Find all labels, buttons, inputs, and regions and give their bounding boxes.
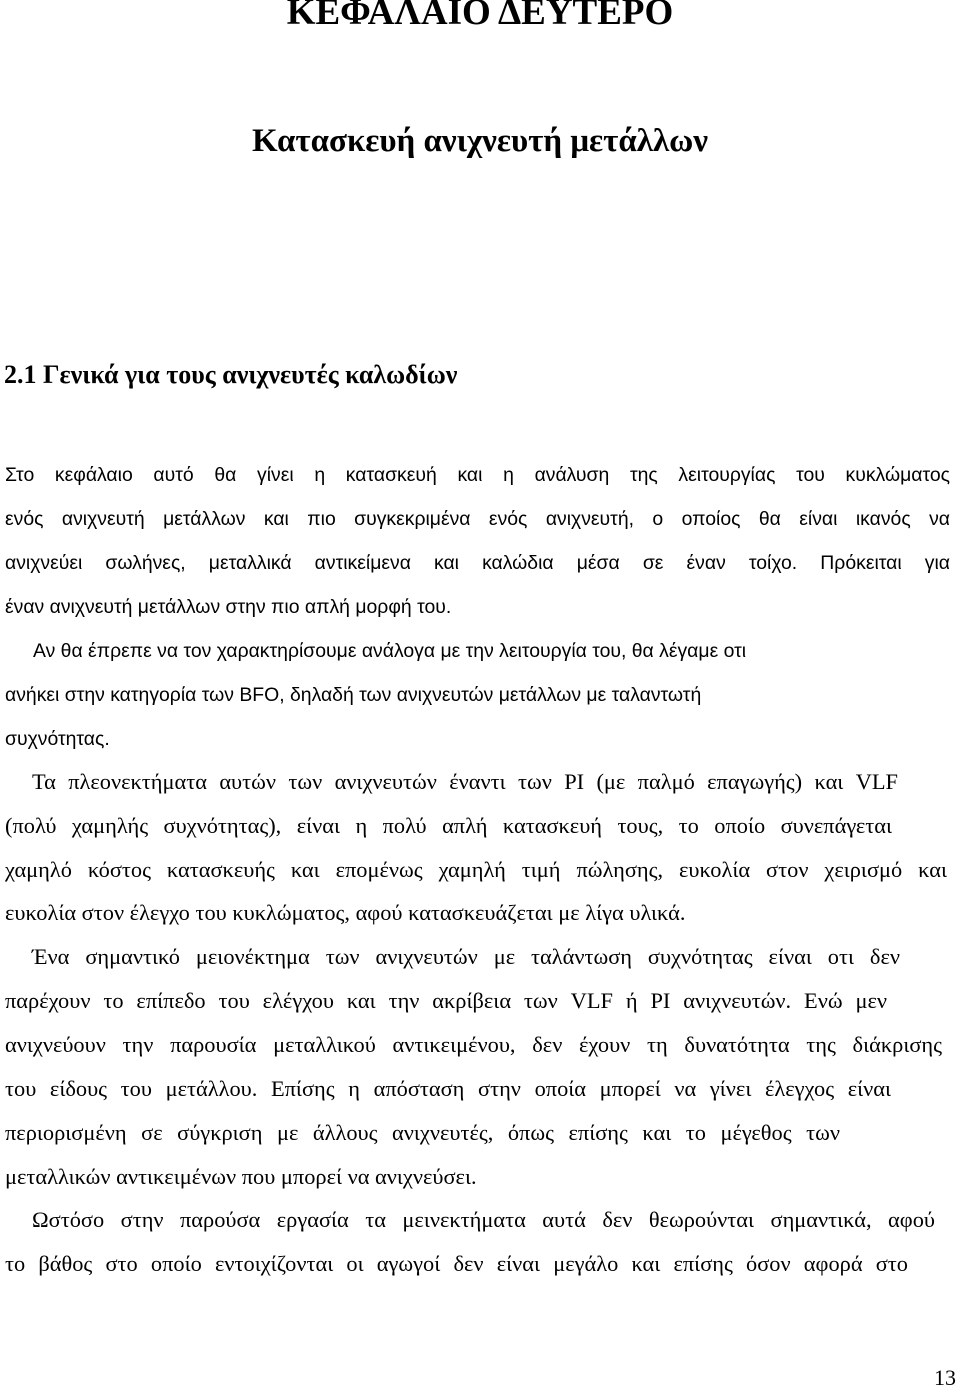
chapter-subtitle: Κατασκευή ανιχνευτή μετάλλων xyxy=(251,123,709,159)
paragraph-line: ενός ανιχνευτή μετάλλων και πιο συγκεκριμένα ενός ανιχνευτή, ο οποίος θα είναι ικανός να xyxy=(5,508,950,530)
paragraph-line: ανήκει στην κατηγορία των BFO, δηλαδή των ανιχνευτών μετάλλων με ταλαντωτή xyxy=(5,684,702,706)
chapter-title: ΚΕΦΑΛΑΙΟ ΔΕΥΤΕΡΟ xyxy=(286,0,674,33)
paragraph-line: Ένα σημαντικό μειονέκτημα των ανιχνευτών με ταλάντωση συχνότητας είναι οτι δεν xyxy=(32,944,900,969)
paragraph-line: του είδους του μετάλλου. Επίσης η απόσταση στην οποία μπορεί να γίνει έλεγχος είναι xyxy=(5,1076,891,1101)
paragraph-line: Στο κεφάλαιο αυτό θα γίνει η κατασκευή και η ανάλυση της λειτουργίας του κυκλώματος xyxy=(5,464,950,486)
paragraph-line: μεταλλικών αντικειμένων που μπορεί να ανιχνεύσει. xyxy=(5,1164,477,1189)
section-heading: 2.1 Γενικά για τους ανιχνευτές καλωδίων xyxy=(4,360,458,389)
paragraph-line: (πολύ χαμηλής συχνότητας), είναι η πολύ απλή κατασκευή τους, το οποίο συνεπάγεται xyxy=(5,813,892,838)
paragraph-line: περιορισμένη σε σύγκριση με άλλους ανιχνευτές, όπως επίσης και το μέγεθος των xyxy=(5,1120,840,1145)
paragraph-line: ανιχνεύουν την παρουσία μεταλλικού αντικειμένου, δεν έχουν τη δυνατότητα της διάκρισης xyxy=(5,1032,942,1057)
paragraph-line: Αν θα έπρεπε να τον χαρακτηρίσουμε ανάλογα με την λειτουργία του, θα λέγαμε οτι xyxy=(33,640,747,662)
paragraph-line: ευκολία στον έλεγχο του κυκλώματος, αφού κατασκευάζεται με λίγα υλικά. xyxy=(5,900,686,925)
paragraph-line: Τα πλεονεκτήματα αυτών των ανιχνευτών έναντι των PI (με παλμό επαγωγής) και VLF xyxy=(32,769,898,794)
page-number: 13 xyxy=(934,1365,956,1390)
paragraph-line: έναν ανιχνευτή μετάλλων στην πιο απλή μορφή του. xyxy=(5,596,452,618)
paragraph-line: χαμηλό κόστος κατασκευής και επομένως χαμηλή τιμή πώλησης, ευκολία στον χειρισμό και xyxy=(5,857,947,882)
paragraph-line: το βάθος στο οποίο εντοιχίζονται οι αγωγοί δεν είναι μεγάλο και επίσης όσον αφορά στο xyxy=(5,1251,908,1276)
paragraph-line: παρέχουν το επίπεδο του ελέγχου και την ακρίβεια των VLF ή PI ανιχνευτών. Ενώ μεν xyxy=(5,988,887,1013)
paragraph-line: Ωστόσο στην παρούσα εργασία τα μεινεκτήματα αυτά δεν θεωρούνται σημαντικά, αφού xyxy=(32,1207,935,1232)
paragraph-line: συχνότητας. xyxy=(5,728,110,750)
paragraph-line: ανιχνεύει σωλήνες, μεταλλικά αντικείμενα και καλώδια μέσα σε έναν τοίχο. Πρόκειται για xyxy=(5,552,950,574)
